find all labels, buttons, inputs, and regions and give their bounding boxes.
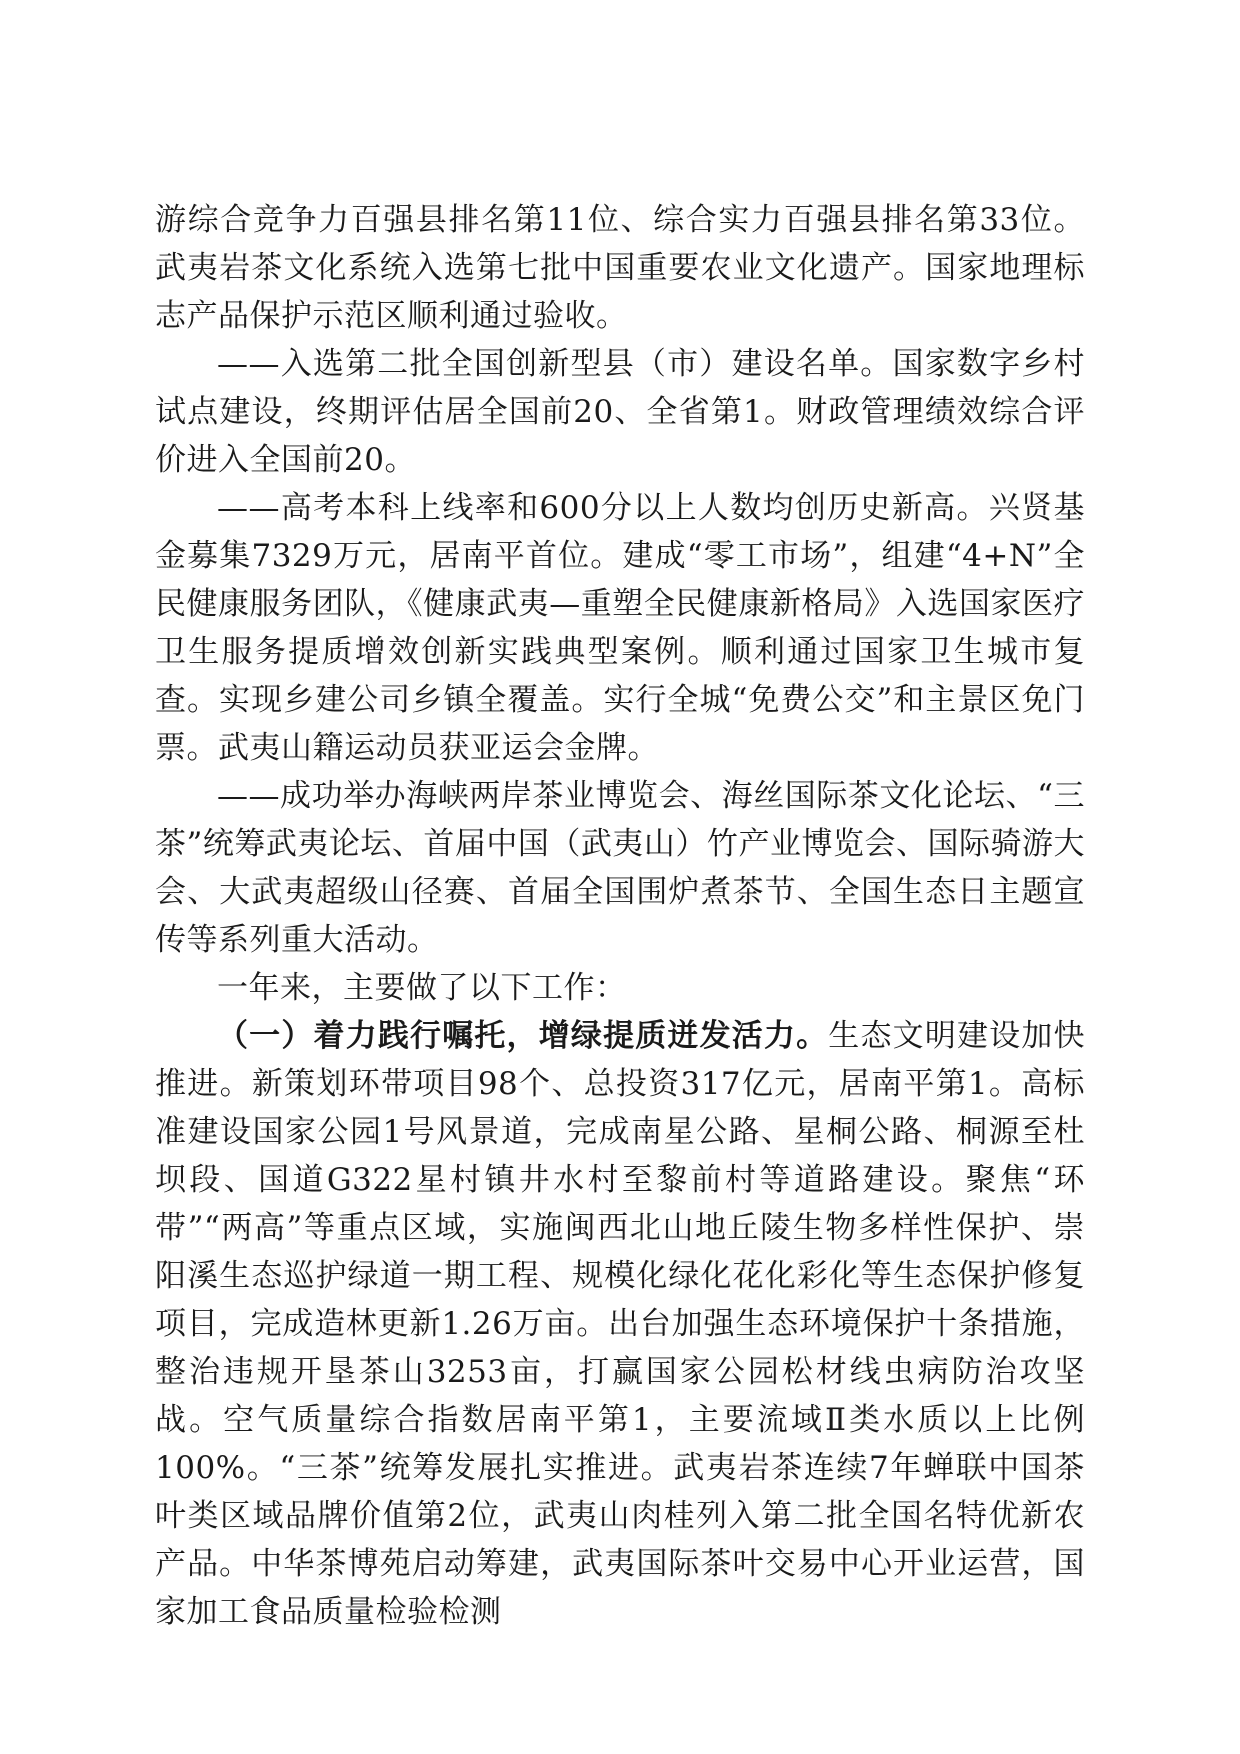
section-body: 生态文明建设加快推进。新策划环带项目98个、总投资317亿元，居南平第1。高标准建设国家公园1号风景道，完成南星公路、星桐公路、桐源至杜坝段、国道G322星村镇井水村至黎前村等道路建设。聚焦“环带”“两高”等重点区域，实施闽西北山地丘陵生物多样性保护、崇阳溪生态巡护绿道一期工程、规模化绿化花化彩化等生态保护修复项目，完成造林更新1.26万亩。出台加强生态环境保护十条措施，整治违规开垦茶山3253亩，打赢国家公园松材线虫病防治攻坚战。空气质量综合指数居南平第1，主要流域Ⅱ类水质以上比例100%。“三茶”统筹发展扎实推进。武夷岩茶连续7年蝉联中国茶叶类区域品牌价值第2位，武夷山肉桂列入第二批全国名特优新农产品。中华茶博苑启动筹建，武夷国际茶叶交易中心开业运营，国家加工食品质量检验检测 [155, 1018, 1086, 1630]
document-body [155, 196, 1085, 1636]
paragraph-work-intro: 一年来，主要做了以下工作： [217, 970, 627, 1006]
paragraph-events: ——成功举办海峡两岸茶业博览会、海丝国际茶文化论坛、“三茶”统筹武夷论坛、首届中国（武夷山）竹产业博览会、国际骑游大会、大武夷超级山径赛、首届全国围炉煮茶节、全国生态日主题宣传等系列重大活动。 [155, 778, 1085, 958]
paragraph-section-one [155, 1012, 1085, 1636]
section-heading: （一）着力践行嘱托，增绿提质迸发活力。 [217, 1018, 829, 1054]
paragraph-continuation: 游综合竞争力百强县排名第11位、综合实力百强县排名第33位。武夷岩茶文化系统入选第七批中国重要农业文化遗产。国家地理标志产品保护示范区顺利通过验收。 [155, 202, 1085, 334]
paragraph-innovation: ——入选第二批全国创新型县（市）建设名单。国家数字乡村试点建设，终期评估居全国前20、全省第1。财政管理绩效综合评价进入全国前20。 [155, 346, 1085, 478]
paragraph-livelihood: ——高考本科上线率和600分以上人数均创历史新高。兴贤基金募集7329万元，居南平首位。建成“零工市场”，组建“4+N”全民健康服务团队，《健康武夷—重塑全民健康新格局》入选国家医疗卫生服务提质增效创新实践典型案例。顺利通过国家卫生城市复查。实现乡建公司乡镇全覆盖。实行全城“免费公交”和主景区免门票。武夷山籍运动员获亚运会金牌。 [155, 490, 1085, 766]
